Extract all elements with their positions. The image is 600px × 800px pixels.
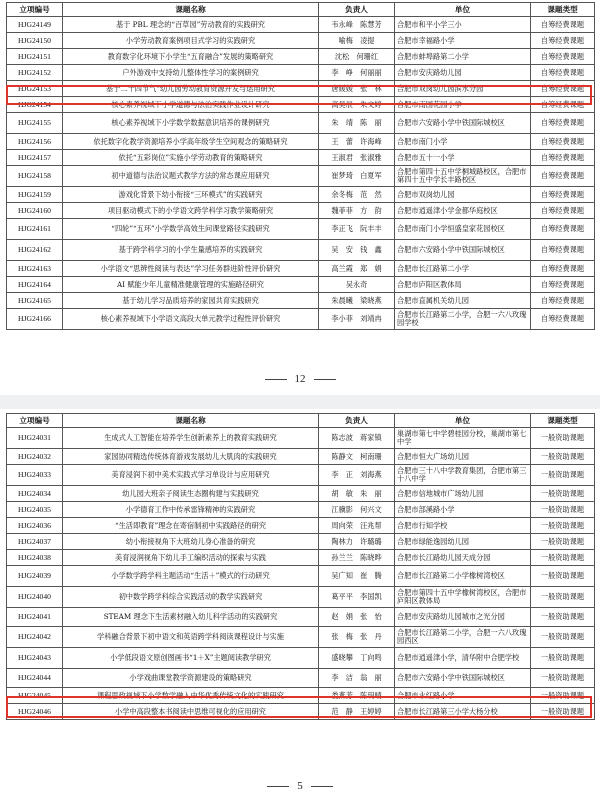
- cell-unit: 合肥市三十八中学教育集团，合肥市第三十八中学: [395, 465, 531, 486]
- cell-type: 一般资助课题: [531, 627, 595, 648]
- cell-name: 核心素养视域下小学道德与法治实践作业设计研究: [63, 97, 319, 113]
- cell-person: 朱晨曦 梁晓燕: [319, 293, 395, 309]
- cell-unit: 合肥市长江路第二小学橡树湾校区: [395, 566, 531, 587]
- cell-person: 韦永峰 陈慧芳: [319, 17, 395, 33]
- table-row: [7, 465, 595, 486]
- header-unit: 单位: [395, 414, 531, 428]
- table-row: [7, 49, 595, 65]
- cell-person: 李 正 刘海燕: [319, 465, 395, 486]
- cell-id: HJG24150: [7, 33, 63, 49]
- cell-name: 小学语文“思辨性阅读与表达”学习任务群进阶性评价研究: [63, 261, 319, 277]
- cell-unit: 合肥市五十一小学: [395, 150, 531, 166]
- cell-unit: 合肥市第四十五中学橡树湾校区，合肥市庐阳区教体局: [395, 587, 531, 608]
- cell-type: 自筹经费课题: [531, 261, 595, 277]
- cell-id: HJG24046: [7, 704, 63, 720]
- cell-id: HJG24045: [7, 688, 63, 704]
- cell-unit: 合肥市长江路幼儿园天成分园: [395, 550, 531, 566]
- cell-unit: 合肥市长江路第三小学大杨分校: [395, 704, 531, 720]
- cell-name: 生成式人工智能在培养学生创新素养上的教育实践研究: [63, 428, 319, 449]
- cell-type: 自筹经费课题: [531, 187, 595, 203]
- cell-id: HJG24034: [7, 486, 63, 502]
- header-type: 课题类型: [531, 414, 595, 428]
- table-row: [7, 704, 595, 720]
- cell-unit: 合肥市恒大广场幼儿园: [395, 449, 531, 465]
- cell-person: 高昊辰 朱文婷: [319, 97, 395, 113]
- cell-id: HJG24031: [7, 428, 63, 449]
- cell-person: 陶林力 许璐璐: [319, 534, 395, 550]
- cell-id: HJG24162: [7, 240, 63, 261]
- project-table-page-5: [6, 413, 595, 720]
- cell-unit: 合肥市逍遥津小学金都华庭校区: [395, 203, 531, 219]
- cell-type: 自筹经费课题: [531, 150, 595, 166]
- cell-person: 孙兰兰 陈晓晔: [319, 550, 395, 566]
- table-row: [7, 608, 595, 627]
- cell-type: 一般资助课题: [531, 502, 595, 518]
- cell-name: 游戏化背景下幼小衔接“三环模式”的实践研究: [63, 187, 319, 203]
- cell-type: 一般资助课题: [531, 550, 595, 566]
- cell-person: 唐媛媛 张 林: [319, 81, 395, 97]
- cell-id: HJG24155: [7, 113, 63, 134]
- cell-type: 一般资助课题: [531, 704, 595, 720]
- cell-id: HJG24160: [7, 203, 63, 219]
- cell-unit: 合肥市永红路小学: [395, 688, 531, 704]
- cell-unit: 巢湖市第七中学碧桂园分校，巢湖市第七中学: [395, 428, 531, 449]
- cell-name: 小学德育工作中传承雷锋精神的实践研究: [63, 502, 319, 518]
- cell-name: 小学中高段整本书阅读中思维可视化的应用研究: [63, 704, 319, 720]
- cell-unit: 合肥市庐阳区教体局: [395, 277, 531, 293]
- table-row: [7, 261, 595, 277]
- cell-type: 自筹经费课题: [531, 277, 595, 293]
- cell-person: 吴永奇: [319, 277, 395, 293]
- table-row: [7, 113, 595, 134]
- cell-unit: 合肥市南国花园小学: [395, 97, 531, 113]
- cell-unit: 合肥市蚌埠路第二小学: [395, 49, 531, 65]
- cell-unit: 合肥市直属机关幼儿园: [395, 293, 531, 309]
- table-row: [7, 17, 595, 33]
- cell-id: HJG24038: [7, 550, 63, 566]
- cell-type: 自筹经费课题: [531, 33, 595, 49]
- header-name: 课题名称: [63, 3, 319, 17]
- table-row: [7, 550, 595, 566]
- cell-person: 李小菲 刘靖冉: [319, 309, 395, 330]
- table-row: [7, 293, 595, 309]
- table-row: [7, 240, 595, 261]
- cell-type: 一般资助课题: [531, 428, 595, 449]
- cell-name: 幼小衔接视角下大班幼儿身心准备的研究: [63, 534, 319, 550]
- cell-person: 王 蕾 许海峰: [319, 134, 395, 150]
- cell-unit: 合肥市部溪路小学: [395, 502, 531, 518]
- cell-type: 自筹经费课题: [531, 219, 595, 240]
- cell-unit: 合肥市长江路第二小学，合肥一六八玫瑰园西区: [395, 627, 531, 648]
- cell-name: 小学低段语文原创图画书“1＋X”主题阅读教学研究: [63, 648, 319, 669]
- cell-id: HJG24165: [7, 293, 63, 309]
- cell-unit: 合肥市六安路小学中铁国际城校区: [395, 669, 531, 688]
- cell-type: 一般资助课题: [531, 648, 595, 669]
- table-row: [7, 309, 595, 330]
- table-row: [7, 187, 595, 203]
- cell-name: 依托数字化教学资源培养小学高年级学生空间观念的策略研究: [63, 134, 319, 150]
- cell-type: 自筹经费课题: [531, 81, 595, 97]
- table-row: [7, 219, 595, 240]
- cell-name: “四轮”“五环”小学数学高效生问课堂路径实践研究: [63, 219, 319, 240]
- cell-person: 朱 靖 陈 丽: [319, 113, 395, 134]
- cell-id: HJG24033: [7, 465, 63, 486]
- cell-name: 基于幼儿学习品质培养的家园共育实践研究: [63, 293, 319, 309]
- cell-id: HJG24161: [7, 219, 63, 240]
- table-row: [7, 81, 595, 97]
- cell-name: 基于 PBL 理念的“百草园”劳动教育的实践研究: [63, 17, 319, 33]
- table-row: [7, 518, 595, 534]
- cell-name: 小学数学跨学科主题活动“生活＋”模式的行动研究: [63, 566, 319, 587]
- cell-type: 自筹经费课题: [531, 49, 595, 65]
- cell-person: 李 峥 何丽丽: [319, 65, 395, 81]
- cell-name: 美育浸润视角下幼儿手工编织活动的探索与实践: [63, 550, 319, 566]
- page-12-table-section: [6, 2, 594, 330]
- header-unit: 单位: [395, 3, 531, 17]
- cell-unit: 合肥市绿能逸园幼儿园: [395, 534, 531, 550]
- table-row: [7, 134, 595, 150]
- table-row: [7, 277, 595, 293]
- cell-person: 吴 安 钱 鑫: [319, 240, 395, 261]
- cell-name: 核心素养视域下小学语文高段大单元教学过程性评价研究: [63, 309, 319, 330]
- cell-id: HJG24039: [7, 566, 63, 587]
- cell-person: 王淑君 张淑雅: [319, 150, 395, 166]
- table-row: [7, 534, 595, 550]
- cell-name: 初中道德与法治议题式教学方法的常态课应用研究: [63, 166, 319, 187]
- table-row: [7, 486, 595, 502]
- cell-unit: 合肥市信地城市广场幼儿园: [395, 486, 531, 502]
- cell-person: 高兰霞 郑 娟: [319, 261, 395, 277]
- cell-person: 魏菲菲 方 韵: [319, 203, 395, 219]
- cell-id: HJG24035: [7, 502, 63, 518]
- cell-type: 自筹经费课题: [531, 309, 595, 330]
- table-row: [7, 166, 595, 187]
- cell-type: 一般资助课题: [531, 486, 595, 502]
- cell-type: 一般资助课题: [531, 669, 595, 688]
- table-row: [7, 428, 595, 449]
- cell-person: 崔梦琦 白夏军: [319, 166, 395, 187]
- table-header-row: [7, 3, 595, 17]
- cell-id: HJG24153: [7, 81, 63, 97]
- cell-person: 吴广知 崔 腾: [319, 566, 395, 587]
- table-row: [7, 566, 595, 587]
- cell-unit: 合肥市南门小学恒盛皇家花园校区: [395, 219, 531, 240]
- cell-id: HJG24156: [7, 134, 63, 150]
- cell-unit: 合肥市第四十五中学桐城路校区，合肥市第四十五中学长丰路校区: [395, 166, 531, 187]
- cell-id: HJG24041: [7, 608, 63, 627]
- cell-unit: 合肥市幸福路小学: [395, 33, 531, 49]
- cell-person: 周向荣 汪兆帮: [319, 518, 395, 534]
- table-row: [7, 648, 595, 669]
- cell-unit: 合肥市安庆路幼儿园: [395, 65, 531, 81]
- cell-type: 自筹经费课题: [531, 203, 595, 219]
- cell-type: 自筹经费课题: [531, 134, 595, 150]
- cell-unit: 合肥市长江路第二小学: [395, 261, 531, 277]
- cell-person: 陈志波 蒋家镇: [319, 428, 395, 449]
- cell-person: 李 洁 翁 丽: [319, 669, 395, 688]
- cell-unit: 合肥市长江路第二小学，合肥一六八玫瑰园学校: [395, 309, 531, 330]
- cell-person: 赵 娟 张 怡: [319, 608, 395, 627]
- table-row: [7, 669, 595, 688]
- cell-person: 余冬梅 范 然: [319, 187, 395, 203]
- cell-person: 胡 敏 朱 丽: [319, 486, 395, 502]
- table-row: [7, 502, 595, 518]
- cell-unit: 合肥市行知学校: [395, 518, 531, 534]
- header-id: 立项编号: [7, 3, 63, 17]
- cell-id: HJG24166: [7, 309, 63, 330]
- table-row: [7, 65, 595, 81]
- cell-id: HJG24042: [7, 627, 63, 648]
- header-person: 负责人: [319, 414, 395, 428]
- table-row: [7, 449, 595, 465]
- table-row: [7, 688, 595, 704]
- cell-id: HJG24032: [7, 449, 63, 465]
- table-row: [7, 150, 595, 166]
- cell-person: 娄燕芳 陈玥晴: [319, 688, 395, 704]
- cell-id: HJG24044: [7, 669, 63, 688]
- cell-name: 初中数学跨学科综合实践活动的教学实践研究: [63, 587, 319, 608]
- cell-unit: 合肥市六安路小学中铁国际城校区: [395, 240, 531, 261]
- cell-unit: 合肥市和平小学三小: [395, 17, 531, 33]
- cell-person: 张 梅 张 丹: [319, 627, 395, 648]
- cell-id: HJG24158: [7, 166, 63, 187]
- header-id: 立项编号: [7, 414, 63, 428]
- cell-id: HJG24151: [7, 49, 63, 65]
- header-name: 课题名称: [63, 414, 319, 428]
- cell-id: HJG24163: [7, 261, 63, 277]
- cell-unit: 合肥市双岗幼儿园滨水分园: [395, 81, 531, 97]
- cell-name: STEAM 理念下生活素材融入幼儿科学活动的实践研究: [63, 608, 319, 627]
- cell-name: 核心素养视域下小学数学数据意识培养的课例研究: [63, 113, 319, 134]
- cell-id: HJG24164: [7, 277, 63, 293]
- cell-id: HJG24036: [7, 518, 63, 534]
- table-row: [7, 203, 595, 219]
- cell-type: 一般资助课题: [531, 587, 595, 608]
- cell-unit: 合肥市逍遥津小学，清华附中合肥学校: [395, 648, 531, 669]
- cell-id: HJG24159: [7, 187, 63, 203]
- cell-id: HJG24040: [7, 587, 63, 608]
- page-number-5: 5: [6, 780, 594, 792]
- cell-name: 学科融合背景下初中语文和英语跨学科阅读课程设计与实施: [63, 627, 319, 648]
- cell-type: 自筹经费课题: [531, 97, 595, 113]
- table-row: [7, 627, 595, 648]
- cell-type: 自筹经费课题: [531, 166, 595, 187]
- cell-id: HJG24157: [7, 150, 63, 166]
- cell-name: 基于跨学科学习的小学生量感培养的实践研究: [63, 240, 319, 261]
- cell-person: 葛平平 李国凯: [319, 587, 395, 608]
- cell-type: 一般资助课题: [531, 465, 595, 486]
- cell-name: 小学劳动教育案例项目式学习的实践研究: [63, 33, 319, 49]
- cell-unit: 合肥市双岗幼儿园: [395, 187, 531, 203]
- cell-name: 家园协同精选传统体育游戏发展幼儿大肌肉的实践研究: [63, 449, 319, 465]
- cell-person: 盛晓攀 丁向鸣: [319, 648, 395, 669]
- cell-name: AI 赋能少年儿童精准健康管理的实施路径研究: [63, 277, 319, 293]
- cell-person: 李正飞 阮丰丰: [319, 219, 395, 240]
- table-header-row: [7, 414, 595, 428]
- cell-type: 一般资助课题: [531, 534, 595, 550]
- cell-type: 一般资助课题: [531, 518, 595, 534]
- cell-person: 喻梅 凌提: [319, 33, 395, 49]
- cell-unit: 合肥市南门小学: [395, 134, 531, 150]
- cell-unit: 合肥市安庆路幼儿园城市之光分园: [395, 608, 531, 627]
- page-5-table-section: [6, 413, 594, 720]
- cell-type: 自筹经费课题: [531, 293, 595, 309]
- cell-id: HJG24043: [7, 648, 63, 669]
- cell-name: 依托“五彩岗位”实施小学劳动教育的策略研究: [63, 150, 319, 166]
- cell-name: 基于二十四节气“幼儿园劳动教育资源开发与运用研究: [63, 81, 319, 97]
- cell-id: HJG24149: [7, 17, 63, 33]
- cell-type: 一般资助课题: [531, 688, 595, 704]
- table-row: [7, 33, 595, 49]
- cell-name: 课程思政视域下小学数学融入中华优秀传统文化的实践研究: [63, 688, 319, 704]
- cell-person: 范 静 王婷婷: [319, 704, 395, 720]
- cell-id: HJG24152: [7, 65, 63, 81]
- cell-name: 美育浸润下初中美术实践式学习单设计与应用研究: [63, 465, 319, 486]
- cell-name: 幼儿园大班亲子阅读生态圈构建与实践研究: [63, 486, 319, 502]
- header-person: 负责人: [319, 3, 395, 17]
- cell-type: 一般资助课题: [531, 608, 595, 627]
- cell-type: 一般资助课题: [531, 449, 595, 465]
- cell-type: 自筹经费课题: [531, 65, 595, 81]
- cell-type: 自筹经费课题: [531, 240, 595, 261]
- cell-type: 自筹经费课题: [531, 113, 595, 134]
- cell-name: 小学戏曲课堂教学资源建设的策略研究: [63, 669, 319, 688]
- page-number-12: 12: [6, 373, 594, 385]
- cell-person: 陈静文 柯南珊: [319, 449, 395, 465]
- cell-id: HJG24037: [7, 534, 63, 550]
- cell-type: 自筹经费课题: [531, 17, 595, 33]
- project-table-page-12: [6, 2, 595, 330]
- cell-unit: 合肥市六安路小学中铁国际城校区: [395, 113, 531, 134]
- page-gap: [0, 395, 600, 409]
- cell-id: HJG24154: [7, 97, 63, 113]
- cell-name: 项目驱动模式下的小学语文跨学科学习教学策略研究: [63, 203, 319, 219]
- cell-type: 一般资助课题: [531, 566, 595, 587]
- table-row: [7, 97, 595, 113]
- cell-name: 教育数字化环境下小学生“五育融合”发展的策略研究: [63, 49, 319, 65]
- cell-person: 沈松 何珊红: [319, 49, 395, 65]
- header-type: 课题类型: [531, 3, 595, 17]
- table-row: [7, 587, 595, 608]
- cell-name: 户外游戏中支持幼儿整体性学习的案例研究: [63, 65, 319, 81]
- cell-name: “生活即教育”理念在寄宿制初中实践路径的研究: [63, 518, 319, 534]
- cell-person: 江骥影 何兴文: [319, 502, 395, 518]
